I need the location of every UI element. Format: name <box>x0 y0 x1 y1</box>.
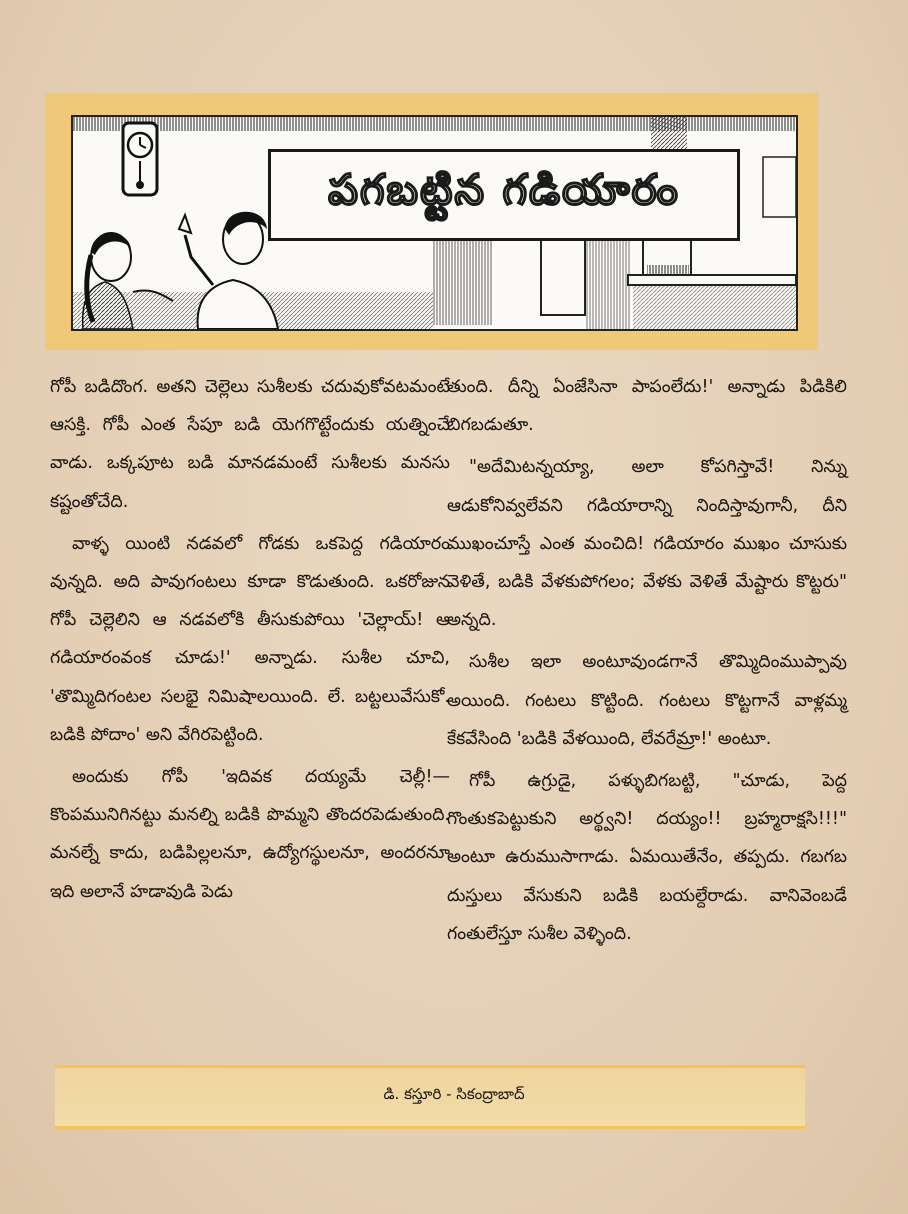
right-column <box>447 368 847 957</box>
paragraph: గోపీ ఉగ్రుడై, పళ్ళుబిగబట్టి, "చూడు, పెద్ద గొంతుకపెట్టుకుని అర్థ్వని! దయ్యం!! బ్రహ్మరాక్షసి!!!" అంటూ ఉరుముసాగాడు. ఏమయితేనేం, తప్పదు. గబగబ దుస్తులు వేసుకుని బడికి బయల్దేరాడు. వానివెంబడే గంతులేస్తూ సుశీల వెళ్ళింది. <box>447 771 847 944</box>
author-byline: డి. కస్తూరి - సికంద్రాబాద్ <box>383 1085 525 1103</box>
illustration <box>71 115 798 331</box>
paragraph: "అదేమిటన్నయ్యా, అలా కోపగిస్తావే! నిన్ను ఆడుకోనివ్వలేవని గడియారాన్ని నిందిస్తావుగానీ, దీని ముఖంచూస్తే ఎంత మంచిది! గడియారం ముఖం చూసుకు వెళితే, బడికి వేళకుపోగలం; వేళకు వెళితే మేష్టారు కొట్టరు" అన్నది. <box>447 457 847 631</box>
title-banner <box>45 93 818 350</box>
paragraph: వాళ్ళ యింటి నడవలో గోడకు ఒకపెద్ద గడియారం వున్నది. అది పావుగంటలు కూడా కొడుతుంది. ఒకరోజున గోపీ చెల్లెలిని ఆ నడవలోకి తీసుకుపోయి 'చెల్లాయ్! ఆ గడియారంవంక చూడు!' అన్నాడు. సుశీల చూచి, 'తొమ్మిదిగంటల సలభై నిమిషాలయింది. లే. బట్టలువేసుకో. బడికి పోదాం' అని వేగిరపెట్టింది. <box>50 533 450 745</box>
title-box <box>268 149 740 241</box>
paragraph: తుంది. దీన్ని ఏంజేసినా పాపంలేదు!' అన్నాడు పిడికిలి బిగబడుతూ. <box>447 377 847 436</box>
paragraph: గోపీ బడిదొంగ. అతని చెల్లెలు సుశీలకు చదువుకోవటమంటే ఆసక్తి. గోపీ ఎంత సేపూ బడి యెగగొట్టేందుకు యత్నించే వాడు. ఒక్కపూట బడి మానడమంటే సుశీలకు మనసు కష్టంతోచేది. <box>50 377 450 512</box>
wall-clock-icon <box>123 123 157 195</box>
left-column <box>50 368 450 915</box>
paragraph: సుశీల ఇలా అంటూవుండగానే తొమ్మిదింముప్పావు అయింది. గంటలు కొట్టింది. గంటలు కొట్టగానే వాళ్లమ్మ కేకవేసింది 'బడికి వేళయింది, లేవరేమ్రా!' అంటూ. <box>447 652 847 749</box>
story-title: పగబట్టిన గడియారం <box>328 165 680 214</box>
paragraph: అందుకు గోపీ 'ఇదివక దయ్యమే చెల్లీ!—కొంపమునిగినట్టు మనల్ని బడికి పొమ్మని తొందరపెడుతుంది. మనల్నే కాదు, బడిపిల్లలనూ, ఉద్యోగస్థులనూ, అందరనూ ఇది అలానే హడావుడి పెడు <box>50 767 450 902</box>
